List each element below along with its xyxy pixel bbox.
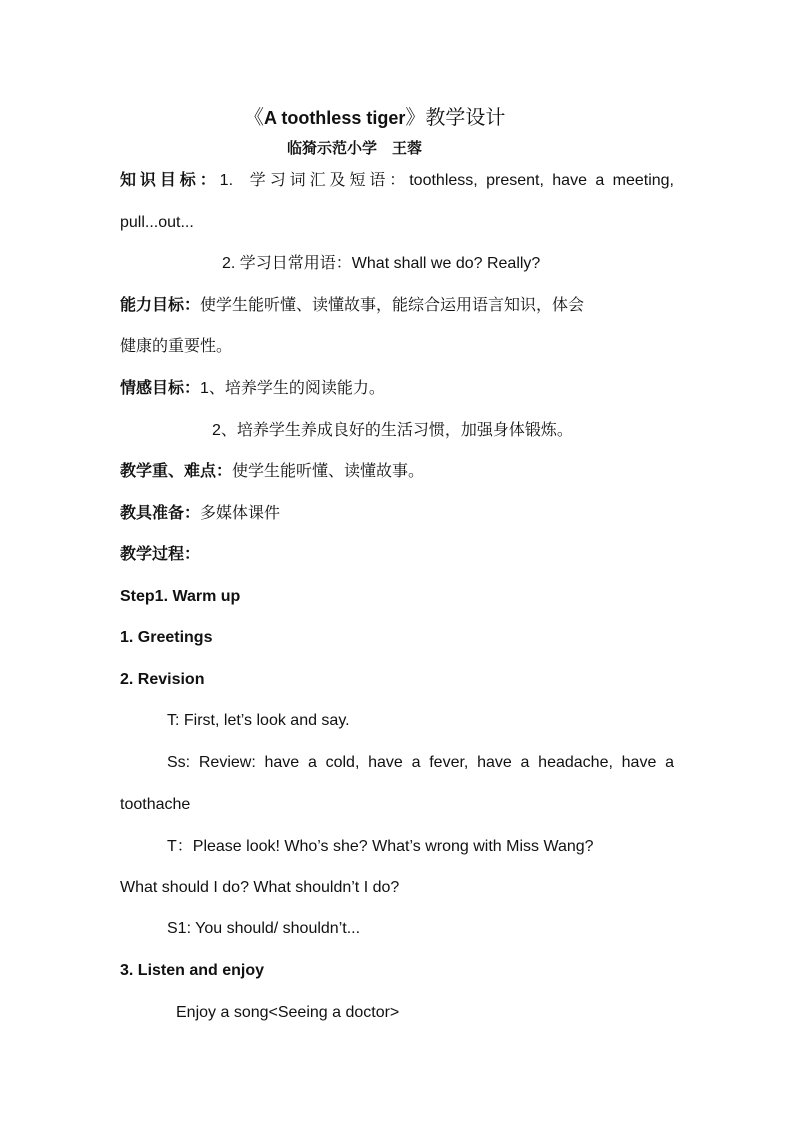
emotion-goal-item1: 1、培养学生的阅读能力。 xyxy=(200,380,385,397)
greetings-heading: 1. Greetings xyxy=(120,629,213,646)
document-title xyxy=(244,105,505,131)
dialogue-t2: T：Please look! Who’s she? What’s wrong with Miss Wang? xyxy=(167,838,594,855)
tools-line xyxy=(120,503,280,525)
ability-goal-line2: 健康的重要性。 xyxy=(120,338,233,355)
title-english: A toothless tiger xyxy=(264,108,406,128)
title-close-bracket: 》 xyxy=(405,107,426,129)
knowledge-item1-text: 学习词汇及短语：toothless, present, have a meeting, xyxy=(249,172,675,189)
dialogue-s1: S1: You should/ shouldn’t... xyxy=(167,920,361,937)
title-chinese: 教学设计 xyxy=(425,107,506,129)
tools-label: 教具准备： xyxy=(120,505,201,522)
dialogue-ss-continuation: toothache xyxy=(120,796,191,813)
emotion-goal-item2: 2、培养学生养成良好的生活习惯，加强身体锻炼。 xyxy=(212,422,573,439)
title-open-bracket: 《 xyxy=(244,107,264,129)
emotion-goal-label: 情感目标： xyxy=(120,380,201,397)
revision-heading: 2. Revision xyxy=(120,671,205,688)
process-heading: 教学过程： xyxy=(120,546,201,563)
emotion-goal-line1 xyxy=(120,378,385,400)
focus-text: 使学生能听懂、读懂故事。 xyxy=(232,463,425,480)
ability-goal-label: 能力目标： xyxy=(120,297,201,314)
step1-heading: Step1. Warm up xyxy=(120,588,241,605)
knowledge-goal-label: 知识目标： xyxy=(120,172,220,189)
ability-goal-text: 使学生能听懂、读懂故事，能综合运用语言知识，体会 xyxy=(200,297,585,314)
tools-text: 多媒体课件 xyxy=(200,505,281,522)
song-line: Enjoy a song<Seeing a doctor> xyxy=(176,1004,400,1021)
listen-heading: 3. Listen and enjoy xyxy=(120,962,265,979)
knowledge-item1-prefix: 1. xyxy=(219,172,234,189)
dialogue-ss: Ss: Review: have a cold, have a fever, have a headache, have a xyxy=(167,754,674,771)
knowledge-item1-continuation: pull...out... xyxy=(120,214,194,231)
knowledge-item2: 2. 学习日常用语：What shall we do? Really? xyxy=(222,255,541,272)
dialogue-t2-continuation: What should I do? What shouldn’t I do? xyxy=(120,879,400,896)
knowledge-goal-line1 xyxy=(120,170,674,192)
dialogue-t1: T: First, let’s look and say. xyxy=(167,712,350,729)
ability-goal-line1 xyxy=(120,295,584,317)
focus-line xyxy=(120,461,424,483)
author-line: 临猗示范小学 王蓉 xyxy=(287,140,423,157)
focus-label: 教学重、难点： xyxy=(120,463,233,480)
